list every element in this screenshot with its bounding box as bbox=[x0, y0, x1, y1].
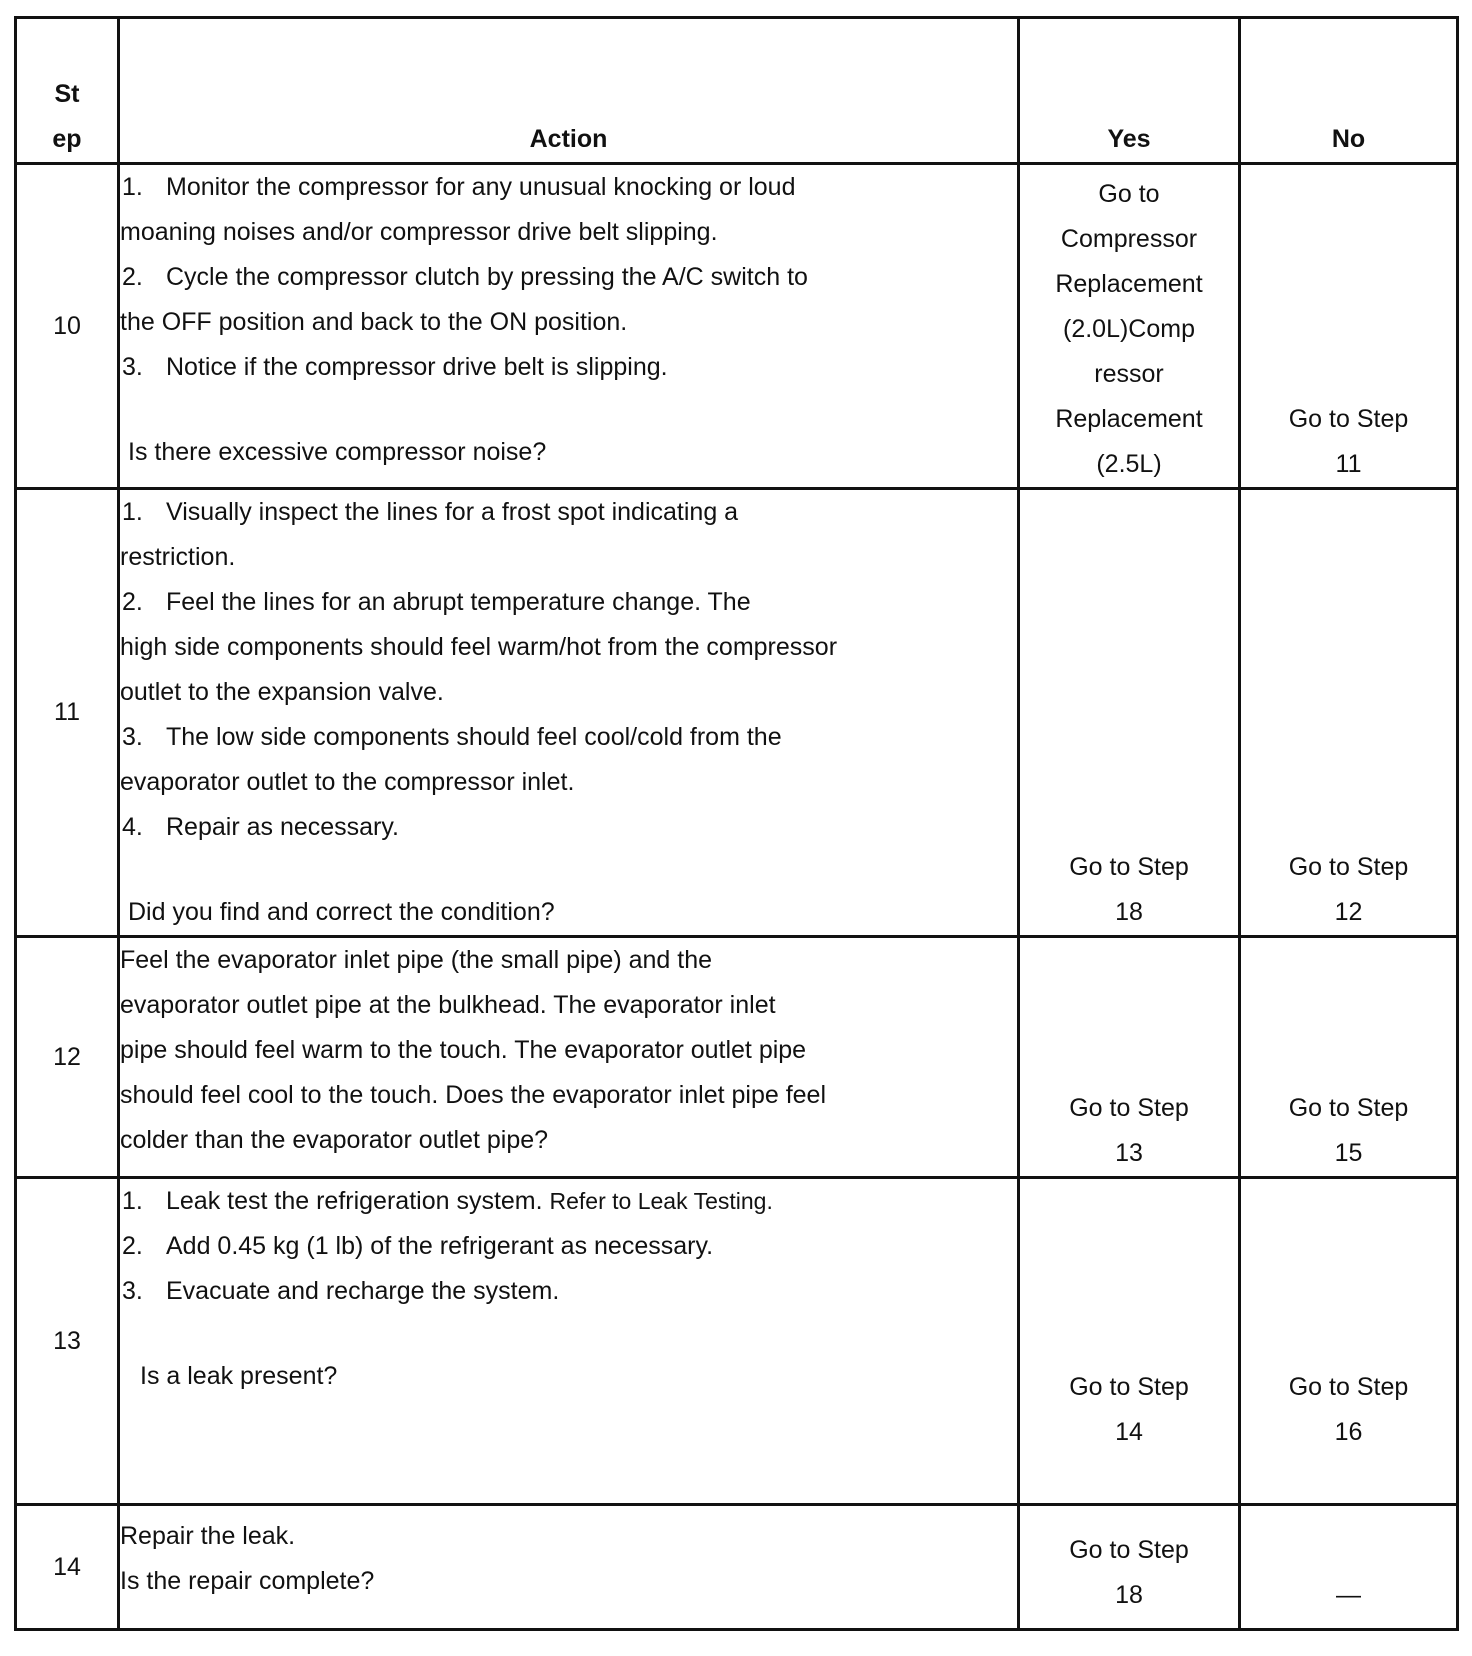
action-line: high side components should feel warm/hot from the compressor bbox=[120, 633, 838, 661]
step-question: Is a leak present? bbox=[140, 1362, 338, 1390]
action-line: should feel cool to the touch. Does the evaporator inlet pipe feel bbox=[120, 1081, 827, 1109]
step-number: 14 bbox=[16, 1505, 119, 1630]
action-line: evaporator outlet to the compressor inlet. bbox=[120, 768, 575, 796]
action-line: 2. Feel the lines for an abrupt temperature change. The bbox=[122, 588, 751, 616]
no-outcome[interactable]: Go to Step 16 bbox=[1240, 1178, 1458, 1505]
leak-testing-link[interactable]: Refer to Leak Testing. bbox=[549, 1188, 773, 1214]
step-number: 11 bbox=[16, 489, 119, 937]
action-line: 1. Leak test the refrigeration system. Refer to Leak Testing. bbox=[122, 1187, 773, 1215]
no-outcome: — bbox=[1240, 1505, 1458, 1630]
action-line: 1. Monitor the compressor for any unusual knocking or loud bbox=[122, 173, 796, 201]
header-step bbox=[16, 18, 119, 164]
step-number: 10 bbox=[16, 164, 119, 489]
action-line: pipe should feel warm to the touch. The evaporator outlet pipe bbox=[120, 1036, 807, 1064]
yes-outcome[interactable]: Go to Step 18 bbox=[1019, 1505, 1240, 1630]
action-line: Feel the evaporator inlet pipe (the small pipe) and the bbox=[120, 946, 713, 974]
step-row-13 bbox=[16, 1178, 1458, 1505]
action-line: 3. The low side components should feel cool/cold from the bbox=[122, 723, 782, 751]
header-action: Action bbox=[119, 18, 1019, 164]
step-action bbox=[119, 489, 1019, 937]
yes-outcome[interactable]: Go to Step 18 bbox=[1019, 489, 1240, 937]
header-step-line1: St bbox=[54, 80, 80, 108]
step-question: Is there excessive compressor noise? bbox=[128, 438, 547, 466]
step-row-14 bbox=[16, 1505, 1458, 1630]
action-line: moaning noises and/or compressor drive belt slipping. bbox=[120, 218, 718, 246]
action-line: 2. Cycle the compressor clutch by pressing the A/C switch to bbox=[122, 263, 808, 291]
step-row-11 bbox=[16, 489, 1458, 937]
action-line: 2. Add 0.45 kg (1 lb) of the refrigerant as necessary. bbox=[122, 1232, 714, 1260]
action-line: 4. Repair as necessary. bbox=[122, 813, 399, 841]
step-action bbox=[119, 1178, 1019, 1505]
step-action bbox=[119, 1505, 1019, 1630]
yes-outcome[interactable]: Go to Compressor Replacement (2.0L)Comp ressor Replacement (2.5L) bbox=[1019, 164, 1240, 489]
step-question: Did you find and correct the condition? bbox=[128, 898, 555, 926]
action-line: the OFF position and back to the ON position. bbox=[120, 308, 628, 336]
action-line: 3. Evacuate and recharge the system. bbox=[122, 1277, 560, 1305]
action-line: restriction. bbox=[120, 543, 236, 571]
step-row-12 bbox=[16, 937, 1458, 1178]
step-row-10 bbox=[16, 164, 1458, 489]
no-outcome[interactable]: Go to Step 11 bbox=[1240, 164, 1458, 489]
step-action bbox=[119, 937, 1019, 1178]
header-yes: Yes bbox=[1019, 18, 1240, 164]
step-number: 12 bbox=[16, 937, 119, 1178]
diagnostic-steps-table bbox=[14, 16, 1459, 1631]
action-line: Repair the leak. bbox=[120, 1522, 296, 1550]
step-action bbox=[119, 164, 1019, 489]
step-number: 13 bbox=[16, 1178, 119, 1505]
yes-outcome[interactable]: Go to Step 14 bbox=[1019, 1178, 1240, 1505]
no-outcome[interactable]: Go to Step 15 bbox=[1240, 937, 1458, 1178]
action-line: 3. Notice if the compressor drive belt is slipping. bbox=[122, 353, 668, 381]
no-outcome[interactable]: Go to Step 12 bbox=[1240, 489, 1458, 937]
action-line: colder than the evaporator outlet pipe? bbox=[120, 1126, 549, 1154]
action-line: Is the repair complete? bbox=[120, 1567, 375, 1595]
action-line: 1. Visually inspect the lines for a frost spot indicating a bbox=[122, 498, 739, 526]
yes-outcome[interactable]: Go to Step 13 bbox=[1019, 937, 1240, 1178]
action-line: outlet to the expansion valve. bbox=[120, 678, 444, 706]
header-step-line2: ep bbox=[52, 125, 82, 153]
header-row bbox=[16, 18, 1458, 164]
action-line: evaporator outlet pipe at the bulkhead. The evaporator inlet bbox=[120, 991, 776, 1019]
header-no: No bbox=[1240, 18, 1458, 164]
